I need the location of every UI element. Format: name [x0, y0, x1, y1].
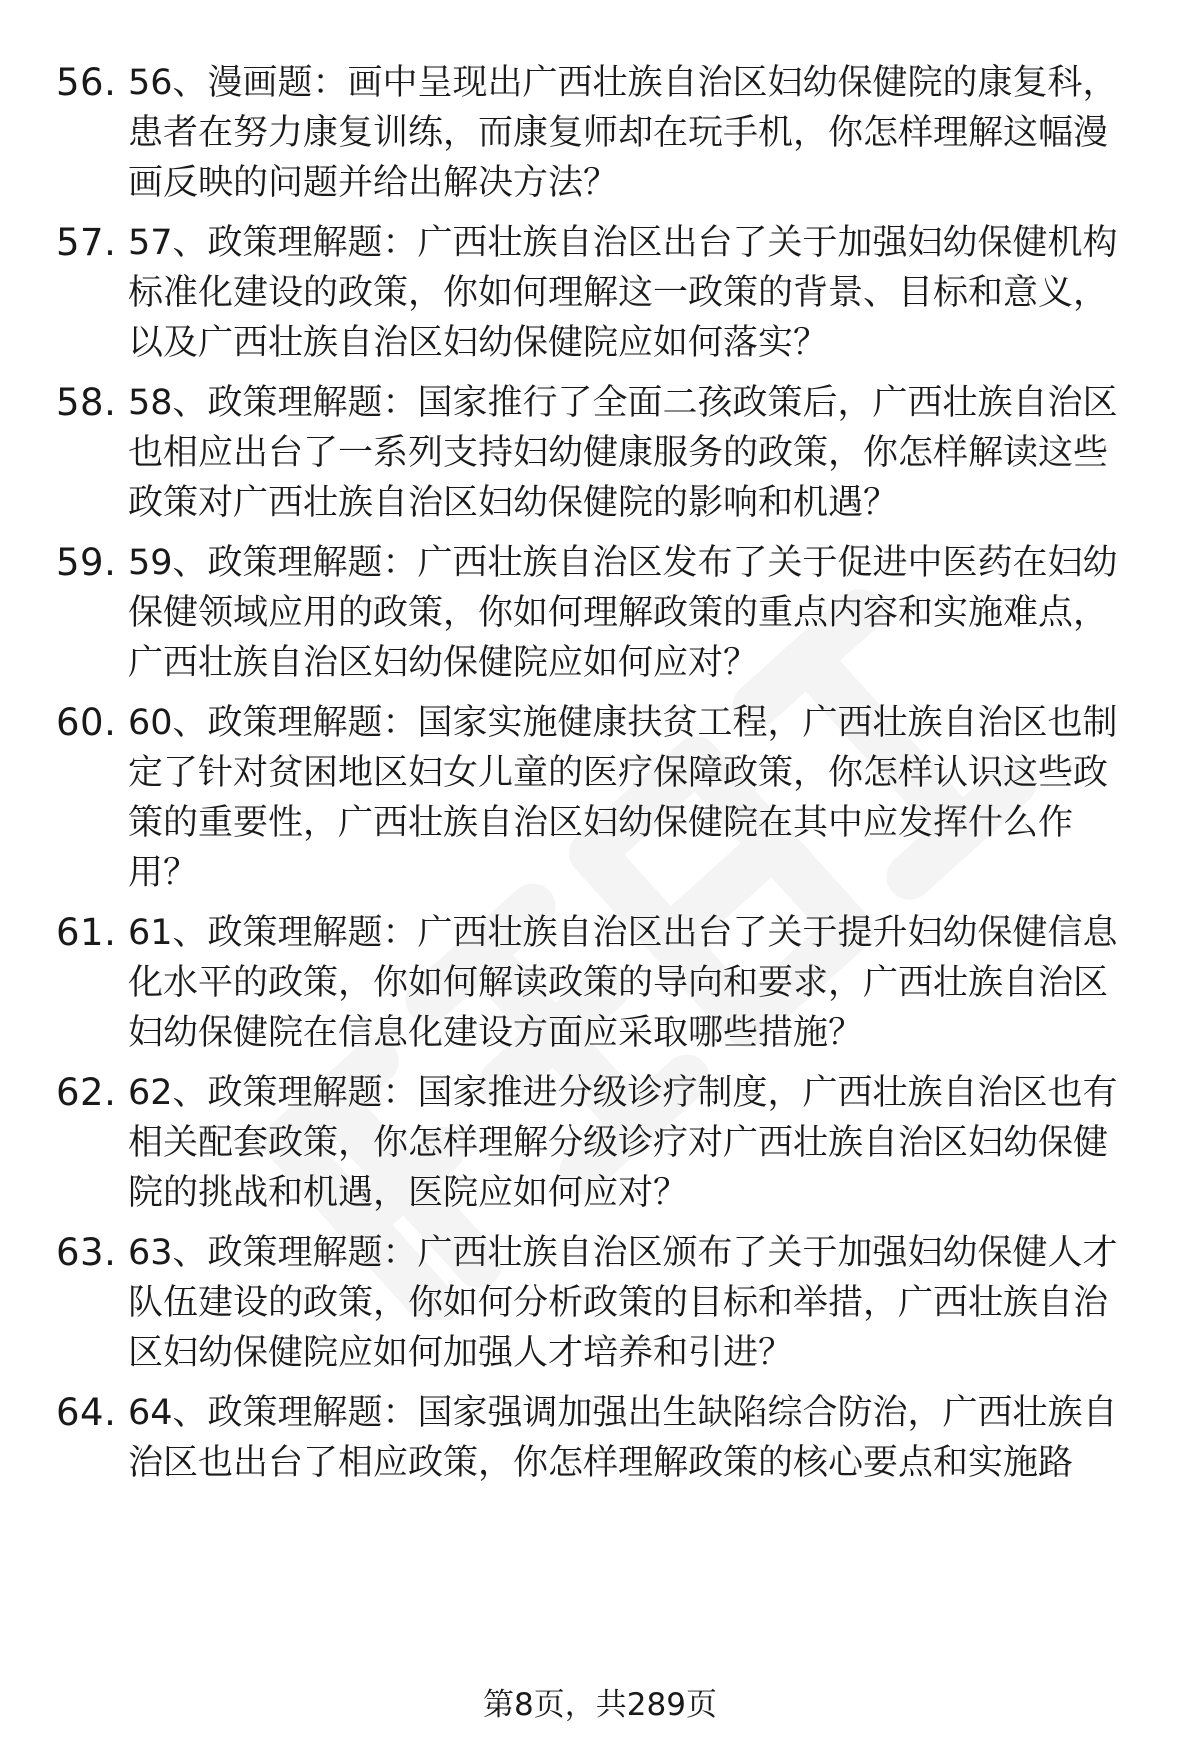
question-text-line: 妇幼保健院在信息化建设方面应采取哪些措施？	[128, 1013, 864, 1053]
question-text-line: 患者在努力康复训练，而康复师却在玩手机，你怎样理解这幅漫	[128, 113, 1109, 153]
question-text-line: 区妇幼保健院应如何加强人才培养和引进？	[128, 1333, 794, 1373]
question-text-line: 定了针对贫困地区妇女儿童的医疗保障政策，你怎样认识这些政	[128, 753, 1109, 793]
question-text-line: 队伍建设的政策，你如何分析政策的目标和举措，广西壮族自治	[128, 1283, 1109, 1323]
question-text	[128, 1228, 1148, 1378]
question-text	[128, 378, 1148, 528]
page-indicator: 第8页，共289页	[483, 1687, 717, 1723]
question-text-line: 56、漫画题：画中呈现出广西壮族自治区妇幼保健院的康复科，	[128, 63, 1118, 103]
question-text	[128, 538, 1148, 688]
question-text-line: 相关配套政策，你怎样理解分级诊疗对广西壮族自治区妇幼保健	[128, 1123, 1109, 1163]
question-text-line: 以及广西壮族自治区妇幼保健院应如何落实？	[128, 323, 829, 363]
question-text-line: 57、政策理解题：广西壮族自治区出台了关于加强妇幼保健机构	[128, 223, 1118, 263]
question-text-line: 63、政策理解题：广西壮族自治区颁布了关于加强妇幼保健人才	[128, 1233, 1118, 1273]
question-text-line: 61、政策理解题：广西壮族自治区出台了关于提升妇幼保健信息	[128, 913, 1118, 953]
question-text-line: 化水平的政策，你如何解读政策的导向和要求，广西壮族自治区	[128, 963, 1109, 1003]
question-number: 61.	[56, 911, 117, 954]
question-text-line: 策的重要性，广西壮族自治区妇幼保健院在其中应发挥什么作	[128, 803, 1074, 843]
question-number: 57.	[56, 221, 117, 264]
question-text	[128, 698, 1148, 898]
question-text	[128, 1068, 1148, 1218]
question-text-line: 也相应出台了一系列支持妇幼健康服务的政策，你怎样解读这些	[128, 433, 1109, 473]
question-number: 64.	[56, 1391, 117, 1434]
question-text	[128, 908, 1148, 1058]
question-text-line: 政策对广西壮族自治区妇幼保健院的影响和机遇？	[128, 483, 899, 523]
question-text	[128, 58, 1148, 208]
question-number: 62.	[56, 1071, 117, 1114]
question-text	[128, 218, 1148, 368]
question-text-line: 64、政策理解题：国家强调加强出生缺陷综合防治，广西壮族自	[128, 1393, 1118, 1433]
question-text-line: 保健领域应用的政策，你如何理解政策的重点内容和实施难点，	[128, 593, 1109, 633]
question-text-line: 59、政策理解题：广西壮族自治区发布了关于促进中医药在妇幼	[128, 543, 1118, 583]
question-text-line: 58、政策理解题：国家推行了全面二孩政策后，广西壮族自治区	[128, 383, 1118, 423]
question-text-line: 用？	[128, 853, 199, 893]
question-text-line: 广西壮族自治区妇幼保健院应如何应对？	[128, 643, 759, 683]
question-number: 63.	[56, 1231, 117, 1274]
question-text-line: 院的挑战和机遇，医院应如何应对？	[128, 1173, 689, 1213]
question-number: 56.	[56, 61, 117, 104]
question-text-line: 标准化建设的政策，你如何理解这一政策的背景、目标和意义，	[128, 273, 1109, 313]
question-text	[128, 1388, 1148, 1488]
question-text-line: 62、政策理解题：国家推进分级诊疗制度，广西壮族自治区也有	[128, 1073, 1118, 1113]
question-text-line: 60、政策理解题：国家实施健康扶贫工程，广西壮族自治区也制	[128, 703, 1118, 743]
question-text-line: 治区也出台了相应政策，你怎样理解政策的核心要点和实施路	[128, 1443, 1074, 1483]
question-number: 58.	[56, 381, 117, 424]
question-text-line: 画反映的问题并给出解决方法？	[128, 163, 619, 203]
question-number: 59.	[56, 541, 117, 584]
question-number: 60.	[56, 701, 117, 744]
